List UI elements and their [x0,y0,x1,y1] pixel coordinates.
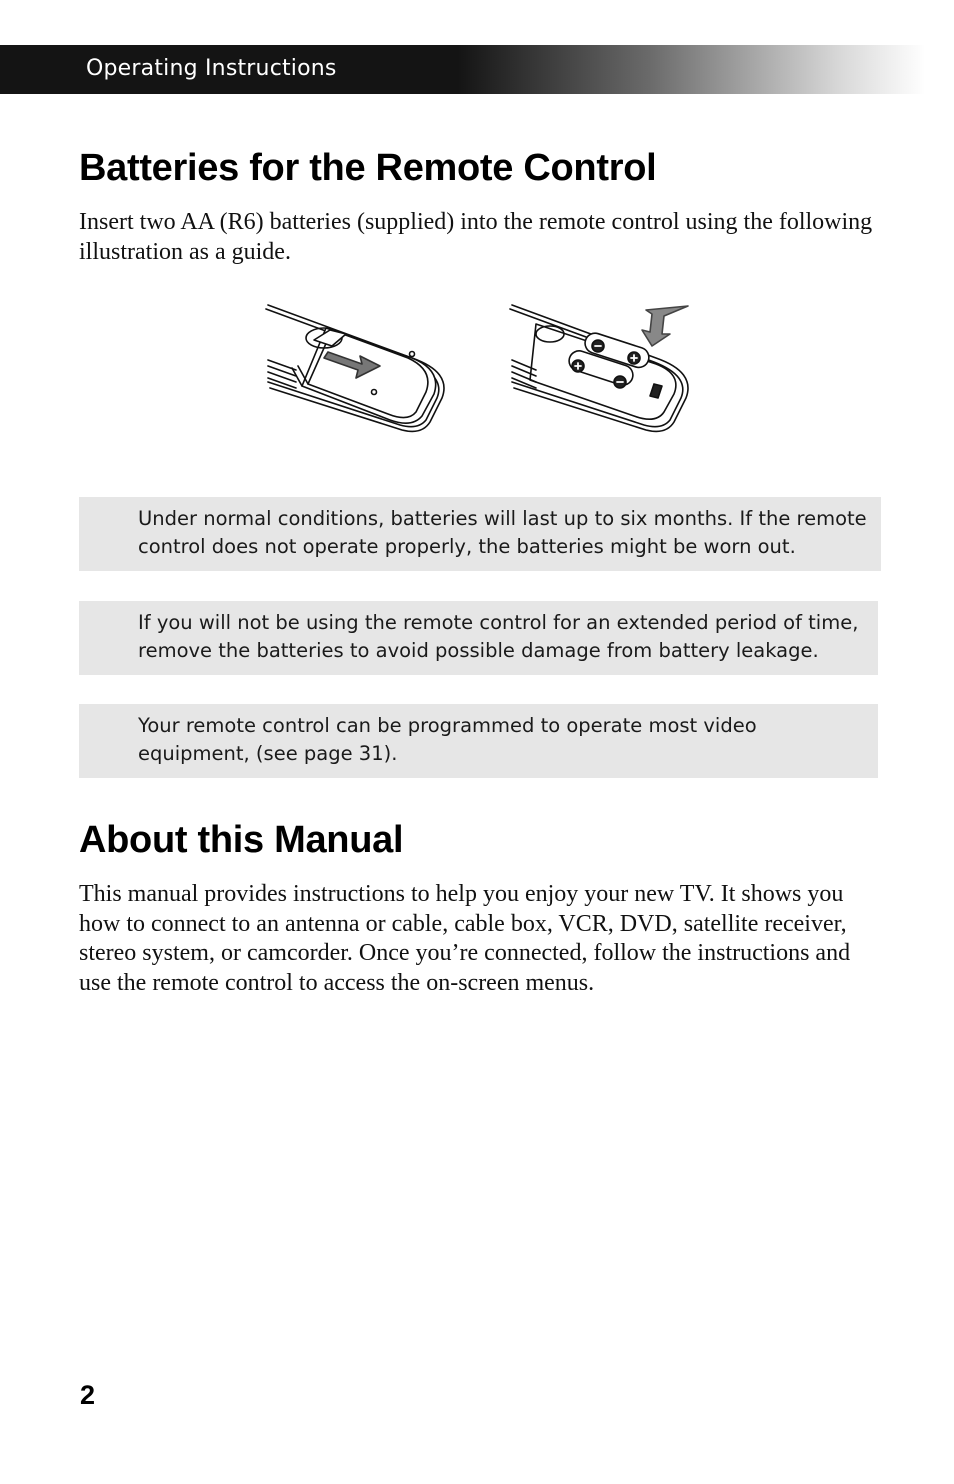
batteries-heading: Batteries for the Remote Control [79,147,657,189]
remote-cover-open-icon [266,305,444,431]
manual-body: This manual provides instructions to help you enjoy your new TV. It shows you how to connect to an antenna or cable, cable box, VCR, DVD, satellite receiver, stereo system, or camcorder. Once you’re connected, follow the instructions and use the remote control to access the on-screen menus. [79,881,851,996]
note-text: If you will not be using the remote control for an extended period of time, remove the batteries to avoid possible damage from battery leakage. [138,611,859,662]
battery-insert-icon [510,305,688,431]
manual-heading: About this Manual [79,819,404,861]
batteries-intro: Insert two AA (R6) batteries (supplied) into the remote control using the following illustration as a guide. [79,209,873,265]
note-text: Under normal conditions, batteries will last up to six months. If the remote control does not operate properly, the batteries might be worn out. [138,507,867,558]
note-battery-removal [79,601,878,675]
note-programming [79,704,878,778]
note-text: Your remote control can be programmed to operate most video equipment, (see page 31). [138,714,757,765]
note-battery-life [79,497,881,571]
section-title: Operating Instructions [86,56,337,81]
battery-illustration [262,300,692,445]
page-number: 2 [80,1380,96,1410]
